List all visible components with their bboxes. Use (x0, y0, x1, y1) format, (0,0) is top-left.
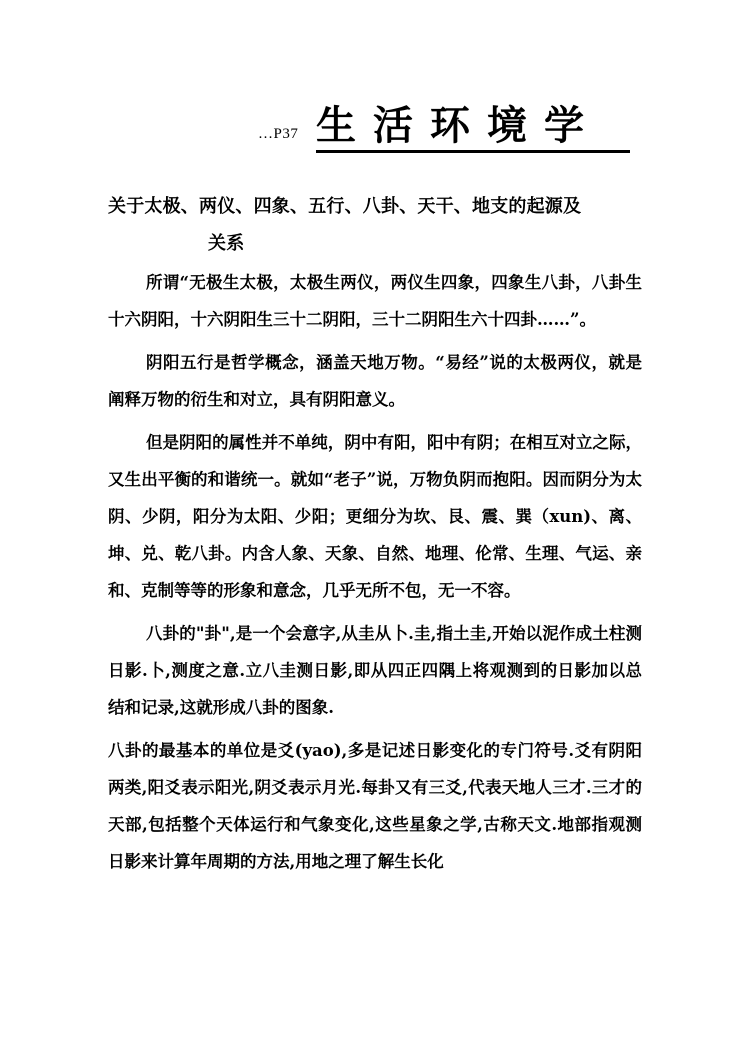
paragraph-gua-meaning: 八卦的"卦",是一个会意字,从圭从卜.圭,指土圭,开始以泥作成土柱测日影.卜,测度之意.立八圭测日影,即从四正四隅上将观测到的日影加以总结和记录,这就形成八卦的图象. (108, 624, 642, 717)
body-text (108, 264, 642, 886)
paragraph-yin-yang-philosophy: 阴阳五行是哲学概念，涵盖天地万物。“易经”说的太极两仪，就是阐释万物的衍生和对立，具有阴阳意义。 (108, 353, 642, 409)
page-header (0, 98, 744, 158)
paragraph-yin-yang-attributes: 但是阴阳的属性并不单纯，阴中有阳，阳中有阴；在相互对立之际，又生出平衡的和谐统一。就如“老子”说，万物负阴而抱阳。因而阴分为太阴、少阴，阳分为太阳、少阳；更细分为坎、艮、震、巽（xun)、离、坤、兑、乾八卦。内含人象、天象、自然、地理、伦常、生理、气运、亲和、克制等等的形象和意念，几乎无所不包，无一不容。 (108, 433, 642, 600)
paragraph-intro-quote: 所谓“无极生太极，太极生两仪，两仪生四象，四象生八卦，八卦生十六阴阳，十六阴阳生三十二阴阳，三十二阴阳生六十四卦……”。 (108, 273, 642, 329)
paragraph-yao-unit: 八卦的最基本的单位是爻(yao),多是记述日影变化的专门符号.爻有阴阳两类,阳爻表示阳光,阴爻表示月光.每卦又有三爻,代表天地人三才.三才的天部,包括整个天体运行和气象变化,这些星象之学,古称天文.地部指观测日影来计算年周期的方法,用地之理了解生长化 (108, 741, 642, 871)
header-title: 生活环境学 (316, 102, 601, 149)
section-heading-line2: 关系 (208, 233, 245, 254)
header-underline (316, 150, 630, 153)
section-heading (108, 188, 648, 262)
section-heading-line1: 关于太极、两仪、四象、五行、八卦、天干、地支的起源及 (108, 196, 582, 217)
page-reference: …P37 (258, 126, 299, 142)
